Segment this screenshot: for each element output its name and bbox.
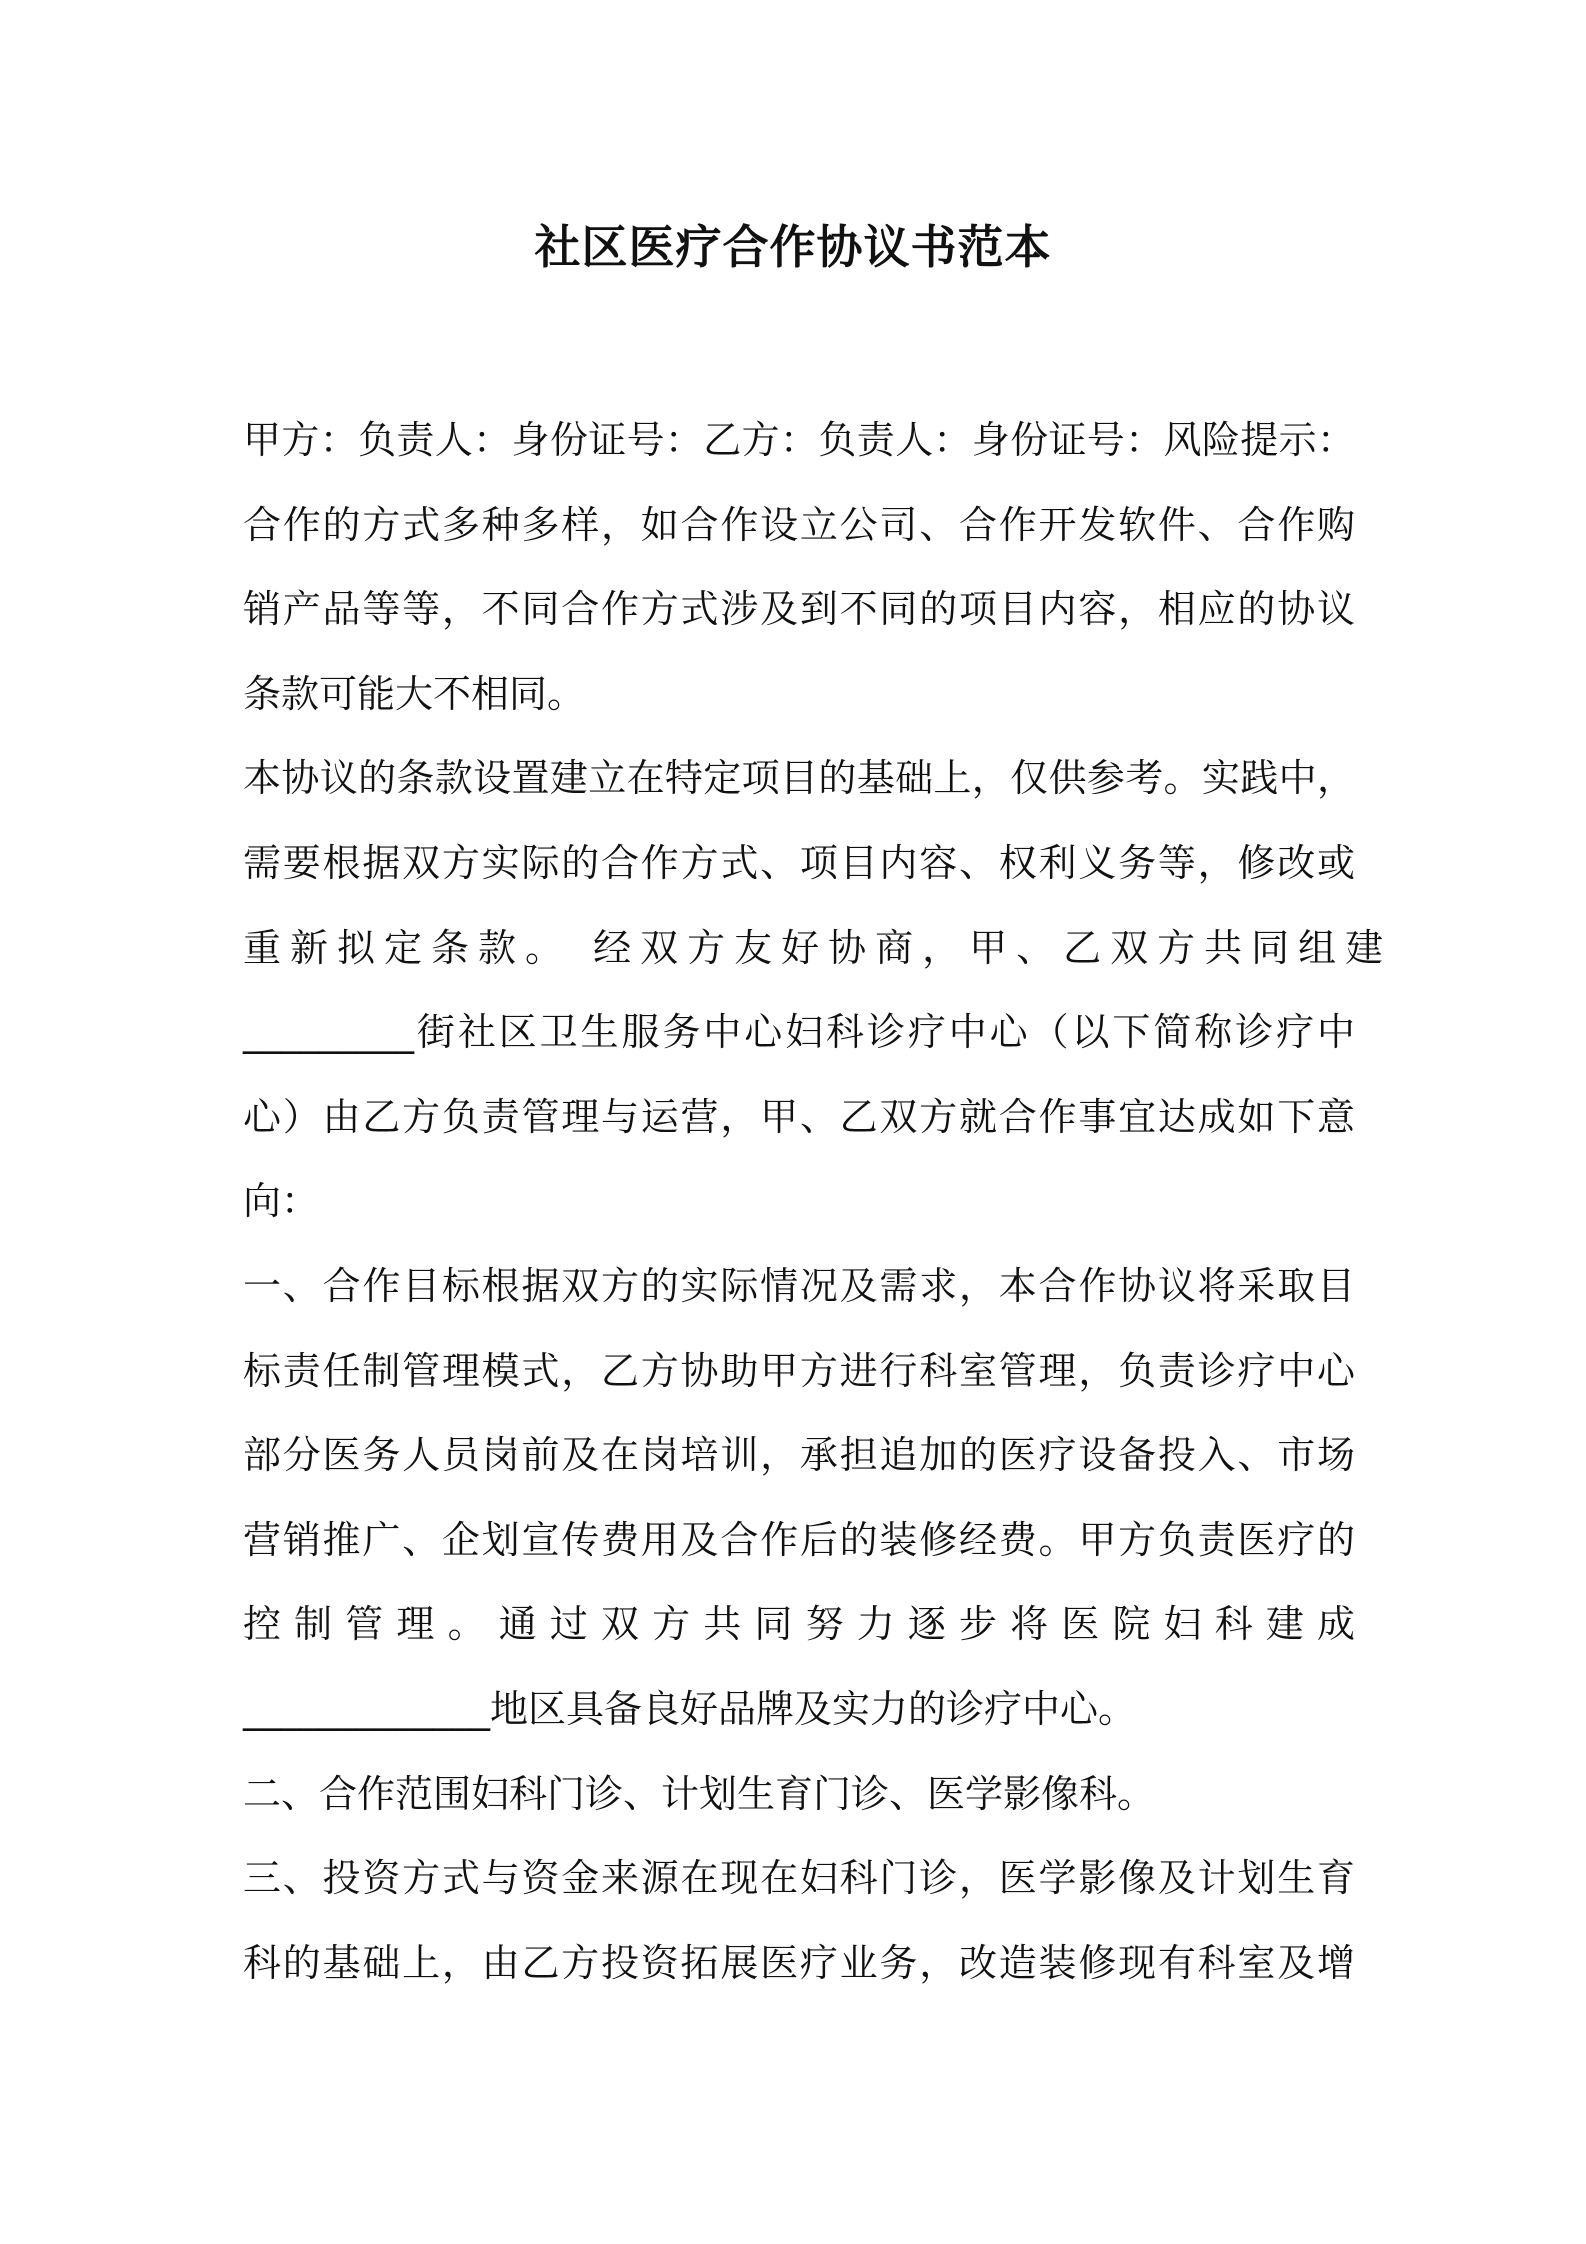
body-line: 心）由乙方负责管理与运营，甲、乙双方就合作事宜达成如下意 (243, 1094, 1355, 1139)
body-line: 甲方：负责人：身份证号：乙方：负责人：身份证号：风险提示： (243, 418, 1355, 462)
body-line: 向： (243, 1179, 320, 1224)
body-line: _________街社区卫生服务中心妇科诊疗中心（以下简称诊疗中 (243, 1010, 1355, 1055)
body-line: 控制管理。通过双方共同努力逐步将医院妇科建成 (243, 1602, 1355, 1647)
document-title: 社区医疗合作协议书范本 (534, 220, 1052, 274)
body-line: 销产品等等，不同合作方式涉及到不同的项目内容，相应的协议 (243, 587, 1355, 632)
body-line: 科的基础上，由乙方投资拓展医疗业务，改造装修现有科室及增 (243, 1940, 1355, 1985)
body-line: 需要根据双方实际的合作方式、项目内容、权利义务等，修改或 (243, 840, 1355, 885)
body-line: 营销推广、企划宣传费用及合作后的装修经费。甲方负责医疗的 (243, 1517, 1355, 1562)
document-body (243, 398, 1393, 2005)
body-line: 三、投资方式与资金来源在现在妇科门诊，医学影像及计划生育 (243, 1856, 1355, 1901)
body-line: 条款可能大不相同。 (243, 671, 586, 716)
body-line: 重新拟定条款。 经双方友好协商，甲、乙双方共同组建 (243, 925, 1393, 970)
body-line: 标责任制管理模式，乙方协助甲方进行科室管理，负责诊疗中心 (243, 1348, 1355, 1393)
body-line: 一、合作目标根据双方的实际情况及需求，本合作协议将采取目 (243, 1263, 1355, 1308)
body-line: _____________地区具备良好品牌及实力的诊疗中心。 (243, 1686, 1137, 1731)
body-line: 部分医务人员岗前及在岗培训，承担追加的医疗设备投入、市场 (243, 1433, 1355, 1478)
body-line: 二、合作范围妇科门诊、计划生育门诊、医学影像科。 (243, 1771, 1156, 1816)
body-line: 本协议的条款设置建立在特定项目的基础上，仅供参考。实践中， (243, 756, 1355, 801)
body-line: 合作的方式多种多样，如合作设立公司、合作开发软件、合作购 (243, 502, 1355, 547)
